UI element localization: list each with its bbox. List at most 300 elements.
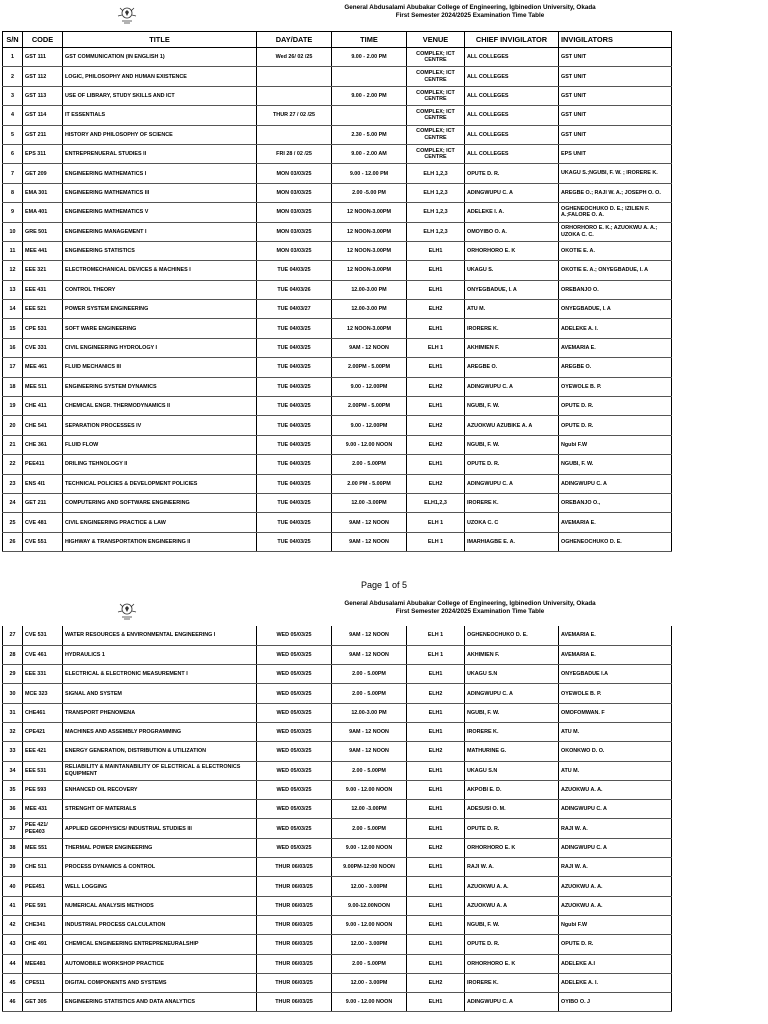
cell-sn: 12	[3, 261, 23, 280]
cell-invigilators: AREGBE O.; RAJI W. A.; JOSEPH O. O.	[559, 183, 672, 202]
cell-time: 2.00PM - 5.00PM	[332, 358, 407, 377]
cell-code: EEE 321	[23, 261, 63, 280]
cell-venue: ELH2	[407, 742, 465, 761]
cell-day: WED 05/03/25	[257, 722, 332, 741]
cell-invigilators: ONYEGBADUE I.A	[559, 665, 672, 684]
cell-invigilators: OYEWOLE B. P.	[559, 377, 672, 396]
cell-chief-invigilator: UKAGU S.N	[465, 761, 559, 780]
cell-venue: ELH2	[407, 377, 465, 396]
cell-time: 12 NOON-3.00PM	[332, 203, 407, 222]
cell-title: HISTORY AND PHILOSOPHY OF SCIENCE	[63, 125, 257, 144]
timetable-page1	[2, 31, 672, 552]
cell-invigilators: AZUOKWU A. A.	[559, 877, 672, 896]
cell-invigilators: OGHENEOCHUKO D. E.	[559, 532, 672, 551]
cell-venue: ELH1	[407, 819, 465, 838]
cell-invigilators: OKOTIE E. A.	[559, 241, 672, 260]
cell-title: ENGINEERING SYSTEM DYNAMICS	[63, 377, 257, 396]
cell-code: PEE 593	[23, 780, 63, 799]
cell-day	[257, 67, 332, 86]
cell-code: ENS 4I1	[23, 474, 63, 493]
cell-sn: 17	[3, 358, 23, 377]
cell-sn: 11	[3, 241, 23, 260]
cell-day: TUE 04/03/25	[257, 532, 332, 551]
cell-sn: 3	[3, 86, 23, 105]
cell-chief-invigilator: MATHURINE G.	[465, 742, 559, 761]
cell-code: GRE 501	[23, 222, 63, 241]
cell-code: EEE 531	[23, 761, 63, 780]
cell-chief-invigilator: ONYEGBADUE, I. A	[465, 280, 559, 299]
cell-time: 12.00 -3.00PM	[332, 493, 407, 512]
cell-title: ENGINEERING STATISTICS AND DATA ANALYTICS	[63, 993, 257, 1012]
cell-day: THUR 06/03/25	[257, 954, 332, 973]
cell-venue: ELH2	[407, 435, 465, 454]
table-row	[3, 532, 672, 551]
cell-venue: ELH 1	[407, 532, 465, 551]
table-row	[3, 684, 672, 703]
cell-venue: ELH1	[407, 877, 465, 896]
table-row	[3, 183, 672, 202]
cell-chief-invigilator: OPUTE D. R.	[465, 455, 559, 474]
cell-sn: 8	[3, 183, 23, 202]
cell-code: GST 114	[23, 106, 63, 125]
cell-title: ENGINEERING MANAGEMENT I	[63, 222, 257, 241]
cell-sn: 23	[3, 474, 23, 493]
table-row	[3, 915, 672, 934]
cell-chief-invigilator: OMOYIBO O. A.	[465, 222, 559, 241]
cell-code: GET 305	[23, 993, 63, 1012]
cell-title: TRANSPORT PHENOMENA	[63, 703, 257, 722]
cell-chief-invigilator: AREGBE O.	[465, 358, 559, 377]
cell-title: SIGNAL AND SYSTEM	[63, 684, 257, 703]
cell-time: 12.00-3.00 PM	[332, 703, 407, 722]
cell-title: USE OF LIBRARY, STUDY SKILLS AND ICT	[63, 86, 257, 105]
cell-chief-invigilator: ADINGWUPU C. A	[465, 993, 559, 1012]
cell-chief-invigilator: IRORERE K.	[465, 493, 559, 512]
cell-code: MEE 431	[23, 800, 63, 819]
table-row	[3, 67, 672, 86]
cell-day	[257, 86, 332, 105]
cell-time: 9.00-12.00NOON	[332, 896, 407, 915]
cell-time	[332, 67, 407, 86]
cell-venue: ELH1	[407, 319, 465, 338]
cell-time: 9.00 - 2.00 PM	[332, 86, 407, 105]
cell-day: WED 05/03/25	[257, 626, 332, 645]
cell-day: TUE 04/03/25	[257, 319, 332, 338]
cell-time: 12 NOON-3.00PM	[332, 222, 407, 241]
table-row	[3, 338, 672, 357]
cell-time: 9.00 - 12.00PM	[332, 416, 407, 435]
table-row	[3, 513, 672, 532]
cell-sn: 35	[3, 780, 23, 799]
cell-venue: ELH2	[407, 300, 465, 319]
cell-venue: ELH 1	[407, 338, 465, 357]
cell-day: TUE 04/03/25	[257, 493, 332, 512]
cell-day: WED 05/03/25	[257, 684, 332, 703]
cell-time: 9.00 - 2.00 AM	[332, 144, 407, 163]
cell-invigilators: OYIBO O. J	[559, 993, 672, 1012]
header-college-name: General Abdusalami Abubakar College of Engineering, Igbinedion University, Okada	[344, 600, 596, 607]
table-row	[3, 241, 672, 260]
cell-sn: 45	[3, 973, 23, 992]
cell-title: DIGITAL COMPONENTS AND SYSTEMS	[63, 973, 257, 992]
cell-day: WED 05/03/25	[257, 819, 332, 838]
table-row	[3, 493, 672, 512]
cell-title: PROCESS DYNAMICS & CONTROL	[63, 858, 257, 877]
table-row	[3, 397, 672, 416]
cell-title: ENGINEERING MATHEMATICS III	[63, 183, 257, 202]
cell-title: MACHINES AND ASSEMBLY PROGRAMMING	[63, 722, 257, 741]
cell-invigilators: ATU M.	[559, 761, 672, 780]
cell-venue: ELH2	[407, 838, 465, 857]
cell-time: 9AM - 12 NOON	[332, 742, 407, 761]
table-row	[3, 48, 672, 67]
cell-title: CHEMICAL ENGINEERING ENTREPRENEURALSHIP	[63, 935, 257, 954]
cell-code: CVE 531	[23, 626, 63, 645]
cell-invigilators: ORHORHORO E. K.; AZUOKWU A. A.; UZOKA C. C.	[559, 222, 672, 241]
col-header-invigilators: INVIGILATORS	[559, 32, 672, 48]
table-row	[3, 858, 672, 877]
cell-chief-invigilator: NGUBI, F. W.	[465, 703, 559, 722]
cell-venue: ELH 1,2,3	[407, 222, 465, 241]
cell-venue: ELH 1,2,3	[407, 183, 465, 202]
college-crest-icon	[114, 4, 140, 26]
table-header-row	[3, 32, 672, 48]
cell-sn: 32	[3, 722, 23, 741]
table-row	[3, 474, 672, 493]
cell-code: MEE 551	[23, 838, 63, 857]
table-row	[3, 416, 672, 435]
cell-time: 9AM - 12 NOON	[332, 338, 407, 357]
cell-chief-invigilator: OPUTE D. R.	[465, 164, 559, 183]
cell-sn: 27	[3, 626, 23, 645]
cell-time: 9.00 - 12.00 NOON	[332, 993, 407, 1012]
cell-sn: 30	[3, 684, 23, 703]
cell-venue: ELH1	[407, 358, 465, 377]
cell-sn: 41	[3, 896, 23, 915]
col-header-title: TITLE	[63, 32, 257, 48]
cell-title: INDUSTRIAL PROCESS CALCULATION	[63, 915, 257, 934]
college-crest-icon	[114, 600, 140, 622]
cell-sn: 31	[3, 703, 23, 722]
cell-sn: 29	[3, 665, 23, 684]
cell-invigilators: AZUOKWU A. A.	[559, 896, 672, 915]
table-row	[3, 896, 672, 915]
cell-title: SEPARATION PROCESSES IV	[63, 416, 257, 435]
cell-title: ELECTRICAL & ELECTRONIC MEASUREMENT I	[63, 665, 257, 684]
cell-sn: 2	[3, 67, 23, 86]
cell-time: 12.00 -3.00PM	[332, 800, 407, 819]
timetable-page2	[2, 626, 672, 1012]
cell-venue: ELH1	[407, 241, 465, 260]
page2-header	[0, 596, 768, 626]
cell-venue: ELH1	[407, 722, 465, 741]
cell-sn: 46	[3, 993, 23, 1012]
cell-time: 9.00 - 12.00 NOON	[332, 838, 407, 857]
cell-time: 9.00 - 2.00 PM	[332, 48, 407, 67]
cell-sn: 18	[3, 377, 23, 396]
cell-time: 12.00 - 3.00PM	[332, 973, 407, 992]
cell-venue: COMPLEX; ICT CENTRE	[407, 86, 465, 105]
cell-time: 12.00 - 3.00PM	[332, 877, 407, 896]
cell-time: 9AM - 12 NOON	[332, 626, 407, 645]
cell-sn: 1	[3, 48, 23, 67]
cell-chief-invigilator: ALL COLLEGES	[465, 67, 559, 86]
cell-venue: ELH1	[407, 915, 465, 934]
cell-venue: ELH1,2,3	[407, 493, 465, 512]
cell-code: EEE 331	[23, 665, 63, 684]
cell-venue: ELH2	[407, 416, 465, 435]
cell-time: 9.00PM-12:00 NOON	[332, 858, 407, 877]
header-college-name: General Abdusalami Abubakar College of Engineering, Igbinedion University, Okada	[344, 4, 596, 11]
cell-venue: ELH2	[407, 973, 465, 992]
cell-venue: ELH 1	[407, 626, 465, 645]
cell-chief-invigilator: ADINGWUPU C. A	[465, 474, 559, 493]
cell-chief-invigilator: IRORERE K.	[465, 722, 559, 741]
cell-invigilators: UKAGU S.;NGUBI, F. W. ; IRORERE K.	[559, 164, 672, 183]
cell-sn: 19	[3, 397, 23, 416]
cell-invigilators: RAJI W. A.	[559, 819, 672, 838]
cell-time: 12.00 - 3.00PM	[332, 935, 407, 954]
cell-time: 9.00 - 12.00 NOON	[332, 435, 407, 454]
table-row	[3, 722, 672, 741]
cell-day: THUR 06/03/25	[257, 935, 332, 954]
cell-chief-invigilator: ORHORHORO E. K	[465, 838, 559, 857]
cell-venue: ELH1	[407, 280, 465, 299]
cell-chief-invigilator: NGUBI, F. W.	[465, 435, 559, 454]
cell-invigilators: OMOFOMWAN. F	[559, 703, 672, 722]
cell-sn: 25	[3, 513, 23, 532]
table-row	[3, 144, 672, 163]
cell-day: TUE 04/03/25	[257, 377, 332, 396]
cell-day: WED 05/03/25	[257, 742, 332, 761]
cell-time: 2.00 - 5.00PM	[332, 455, 407, 474]
cell-chief-invigilator: ATU M.	[465, 300, 559, 319]
table-row	[3, 125, 672, 144]
cell-day: TUE 04/03/25	[257, 261, 332, 280]
cell-chief-invigilator: IMARHIAGBE E. A.	[465, 532, 559, 551]
cell-venue: ELH1	[407, 261, 465, 280]
table-row	[3, 703, 672, 722]
cell-code: MEE 461	[23, 358, 63, 377]
cell-chief-invigilator: UKAGU S.N	[465, 665, 559, 684]
cell-title: CONTROL THEORY	[63, 280, 257, 299]
cell-invigilators: AVEMARIA E.	[559, 513, 672, 532]
cell-title: ENTREPRENUERAL STUDIES II	[63, 144, 257, 163]
cell-title: WELL LOGGING	[63, 877, 257, 896]
cell-day: MON 03/03/25	[257, 183, 332, 202]
cell-time: 2.00 - 5.00PM	[332, 665, 407, 684]
table-row	[3, 86, 672, 105]
cell-chief-invigilator: ADINGWUPU C. A	[465, 684, 559, 703]
cell-code: PEE411	[23, 455, 63, 474]
cell-chief-invigilator: AZUOKWU A. A	[465, 896, 559, 915]
table-row	[3, 645, 672, 664]
table-row	[3, 358, 672, 377]
cell-invigilators: OPUTE D. R.	[559, 935, 672, 954]
cell-venue: ELH1	[407, 935, 465, 954]
cell-day: TUE 04/03/27	[257, 300, 332, 319]
cell-chief-invigilator: AZUOKWU AZUBIKE A. A	[465, 416, 559, 435]
cell-title: WATER RESOURCES & ENVIRONMENTAL ENGINEERING I	[63, 626, 257, 645]
cell-invigilators: ADELEKE A. I.	[559, 319, 672, 338]
cell-code: CVE 481	[23, 513, 63, 532]
cell-time: 2.00 - 5.00PM	[332, 819, 407, 838]
cell-venue: COMPLEX; ICT CENTRE	[407, 67, 465, 86]
cell-day: WED 05/03/25	[257, 761, 332, 780]
cell-invigilators: GST UNIT	[559, 106, 672, 125]
cell-day: THUR 06/03/25	[257, 896, 332, 915]
col-header-code: CODE	[23, 32, 63, 48]
cell-sn: 6	[3, 144, 23, 163]
cell-invigilators: AVEMARIA E.	[559, 338, 672, 357]
cell-title: ENGINEERING MATHEMATICS I	[63, 164, 257, 183]
cell-invigilators: OKOTIE E. A.; ONYEGBADUE, I. A	[559, 261, 672, 280]
cell-title: FLUID MECHANICS III	[63, 358, 257, 377]
cell-invigilators: AVEMARIA E.	[559, 626, 672, 645]
cell-sn: 20	[3, 416, 23, 435]
cell-sn: 10	[3, 222, 23, 241]
cell-code: CVE 461	[23, 645, 63, 664]
cell-chief-invigilator: ADESUSI O. M.	[465, 800, 559, 819]
cell-code: EMA 401	[23, 203, 63, 222]
cell-invigilators: OREBANJO O.,	[559, 493, 672, 512]
cell-title: SOFT WARE ENGINEERING	[63, 319, 257, 338]
cell-code: GST 113	[23, 86, 63, 105]
cell-day: TUE 04/03/25	[257, 474, 332, 493]
cell-title: COMPUTERING AND SOFTWARE ENGINEERING	[63, 493, 257, 512]
cell-day: MON 03/03/25	[257, 164, 332, 183]
cell-venue: ELH1	[407, 761, 465, 780]
cell-code: EEE 431	[23, 280, 63, 299]
header-exam-title: First Semester 2024/2025 Examination Time Table	[395, 608, 545, 615]
cell-venue: ELH1	[407, 993, 465, 1012]
cell-time: 9AM - 12 NOON	[332, 513, 407, 532]
cell-sn: 5	[3, 125, 23, 144]
cell-day: THUR 06/03/25	[257, 915, 332, 934]
cell-title: LOGIC, PHILOSOPHY AND HUMAN EXISTENCE	[63, 67, 257, 86]
table-row	[3, 280, 672, 299]
table-row	[3, 222, 672, 241]
cell-day: TUE 04/03/25	[257, 455, 332, 474]
cell-venue: ELH1	[407, 954, 465, 973]
cell-invigilators: GST UNIT	[559, 125, 672, 144]
cell-title: APPLIED GEOPHYSICS/ INDUSTRIAL STUDIES III	[63, 819, 257, 838]
cell-chief-invigilator: ADINGWUPU C. A	[465, 377, 559, 396]
table-row	[3, 455, 672, 474]
cell-sn: 39	[3, 858, 23, 877]
cell-venue: ELH1	[407, 800, 465, 819]
cell-sn: 21	[3, 435, 23, 454]
cell-sn: 4	[3, 106, 23, 125]
cell-code: CHE 511	[23, 858, 63, 877]
cell-venue: ELH2	[407, 474, 465, 493]
cell-sn: 40	[3, 877, 23, 896]
cell-invigilators: OPUTE D. R.	[559, 397, 672, 416]
cell-code: MEE481	[23, 954, 63, 973]
table-row	[3, 819, 672, 838]
cell-invigilators: ADINGWUPU C. A	[559, 838, 672, 857]
cell-sn: 14	[3, 300, 23, 319]
table-row	[3, 300, 672, 319]
cell-day: THUR 06/03/25	[257, 993, 332, 1012]
cell-code: EEE 521	[23, 300, 63, 319]
cell-title: ELECTROMECHANICAL DEVICES & MACHINES I	[63, 261, 257, 280]
cell-invigilators: ONYEGBADUE, I. A	[559, 300, 672, 319]
cell-time: 12 NOON-3.00PM	[332, 261, 407, 280]
cell-invigilators: AREGBE O.	[559, 358, 672, 377]
cell-title: RELIABILITY & MAINTANABILITY OF ELECTRICAL & ELECTRONICS EQUIPMENT	[63, 761, 257, 780]
cell-day: THUR 06/03/25	[257, 877, 332, 896]
cell-venue: ELH1	[407, 703, 465, 722]
cell-code: CVE 551	[23, 532, 63, 551]
cell-invigilators: GST UNIT	[559, 48, 672, 67]
header-exam-title: First Semester 2024/2025 Examination Time Table	[395, 12, 545, 19]
cell-title: CIVIL ENGINEERING PRACTICE & LAW	[63, 513, 257, 532]
cell-time: 2.00 - 5.00PM	[332, 684, 407, 703]
table-row	[3, 954, 672, 973]
cell-code: MCE 323	[23, 684, 63, 703]
cell-chief-invigilator: ALL COLLEGES	[465, 86, 559, 105]
cell-invigilators: ADINGWUPU C. A	[559, 474, 672, 493]
cell-chief-invigilator: ADINGWUPU C. A	[465, 183, 559, 202]
cell-day: TUE 04/03/25	[257, 338, 332, 357]
cell-time: 9.00 - 12.00 PM	[332, 164, 407, 183]
cell-sn: 26	[3, 532, 23, 551]
cell-day: TUE 04/03/25	[257, 416, 332, 435]
table-row	[3, 377, 672, 396]
cell-time: 12 NOON-3.00PM	[332, 319, 407, 338]
cell-sn: 37	[3, 819, 23, 838]
page1-header	[0, 0, 768, 30]
cell-chief-invigilator: ORHORHORO E. K	[465, 954, 559, 973]
cell-invigilators: ADINGWUPU C. A	[559, 800, 672, 819]
page-number: Page 1 of 5	[360, 580, 408, 590]
table-row	[3, 164, 672, 183]
cell-time: 2.00 - 5.00PM	[332, 954, 407, 973]
cell-code: MEE 511	[23, 377, 63, 396]
cell-invigilators: AVEMARIA E.	[559, 645, 672, 664]
cell-chief-invigilator: ADELEKE I. A.	[465, 203, 559, 222]
cell-venue: ELH 1,2,3	[407, 164, 465, 183]
cell-venue: ELH 1	[407, 645, 465, 664]
col-header-chief: CHIEF INVIGILATOR	[465, 32, 559, 48]
cell-sn: 28	[3, 645, 23, 664]
cell-venue: ELH 1	[407, 513, 465, 532]
cell-chief-invigilator: AKHIMIEN F.	[465, 338, 559, 357]
cell-title: CHEMICAL ENGR. THERMODYNAMICS II	[63, 397, 257, 416]
cell-chief-invigilator: OPUTE D. R.	[465, 935, 559, 954]
cell-code: CHE 491	[23, 935, 63, 954]
cell-chief-invigilator: RAJI W. A.	[465, 858, 559, 877]
col-header-time: TIME	[332, 32, 407, 48]
cell-venue: ELH1	[407, 455, 465, 474]
cell-time: 2.00PM - 5.00PM	[332, 397, 407, 416]
cell-venue: COMPLEX; ICT CENTRE	[407, 48, 465, 67]
cell-title: DRILING TEHNOLOGY II	[63, 455, 257, 474]
cell-code: GST 211	[23, 125, 63, 144]
cell-day: Wed 26/ 02 /25	[257, 48, 332, 67]
cell-day: WED 05/03/25	[257, 703, 332, 722]
cell-title: AUTOMOBILE WORKSHOP PRACTICE	[63, 954, 257, 973]
cell-code: GST 112	[23, 67, 63, 86]
table-row	[3, 742, 672, 761]
cell-sn: 15	[3, 319, 23, 338]
table-row	[3, 435, 672, 454]
cell-code: CHE 541	[23, 416, 63, 435]
cell-chief-invigilator: ALL COLLEGES	[465, 144, 559, 163]
table-row	[3, 973, 672, 992]
cell-sn: 13	[3, 280, 23, 299]
